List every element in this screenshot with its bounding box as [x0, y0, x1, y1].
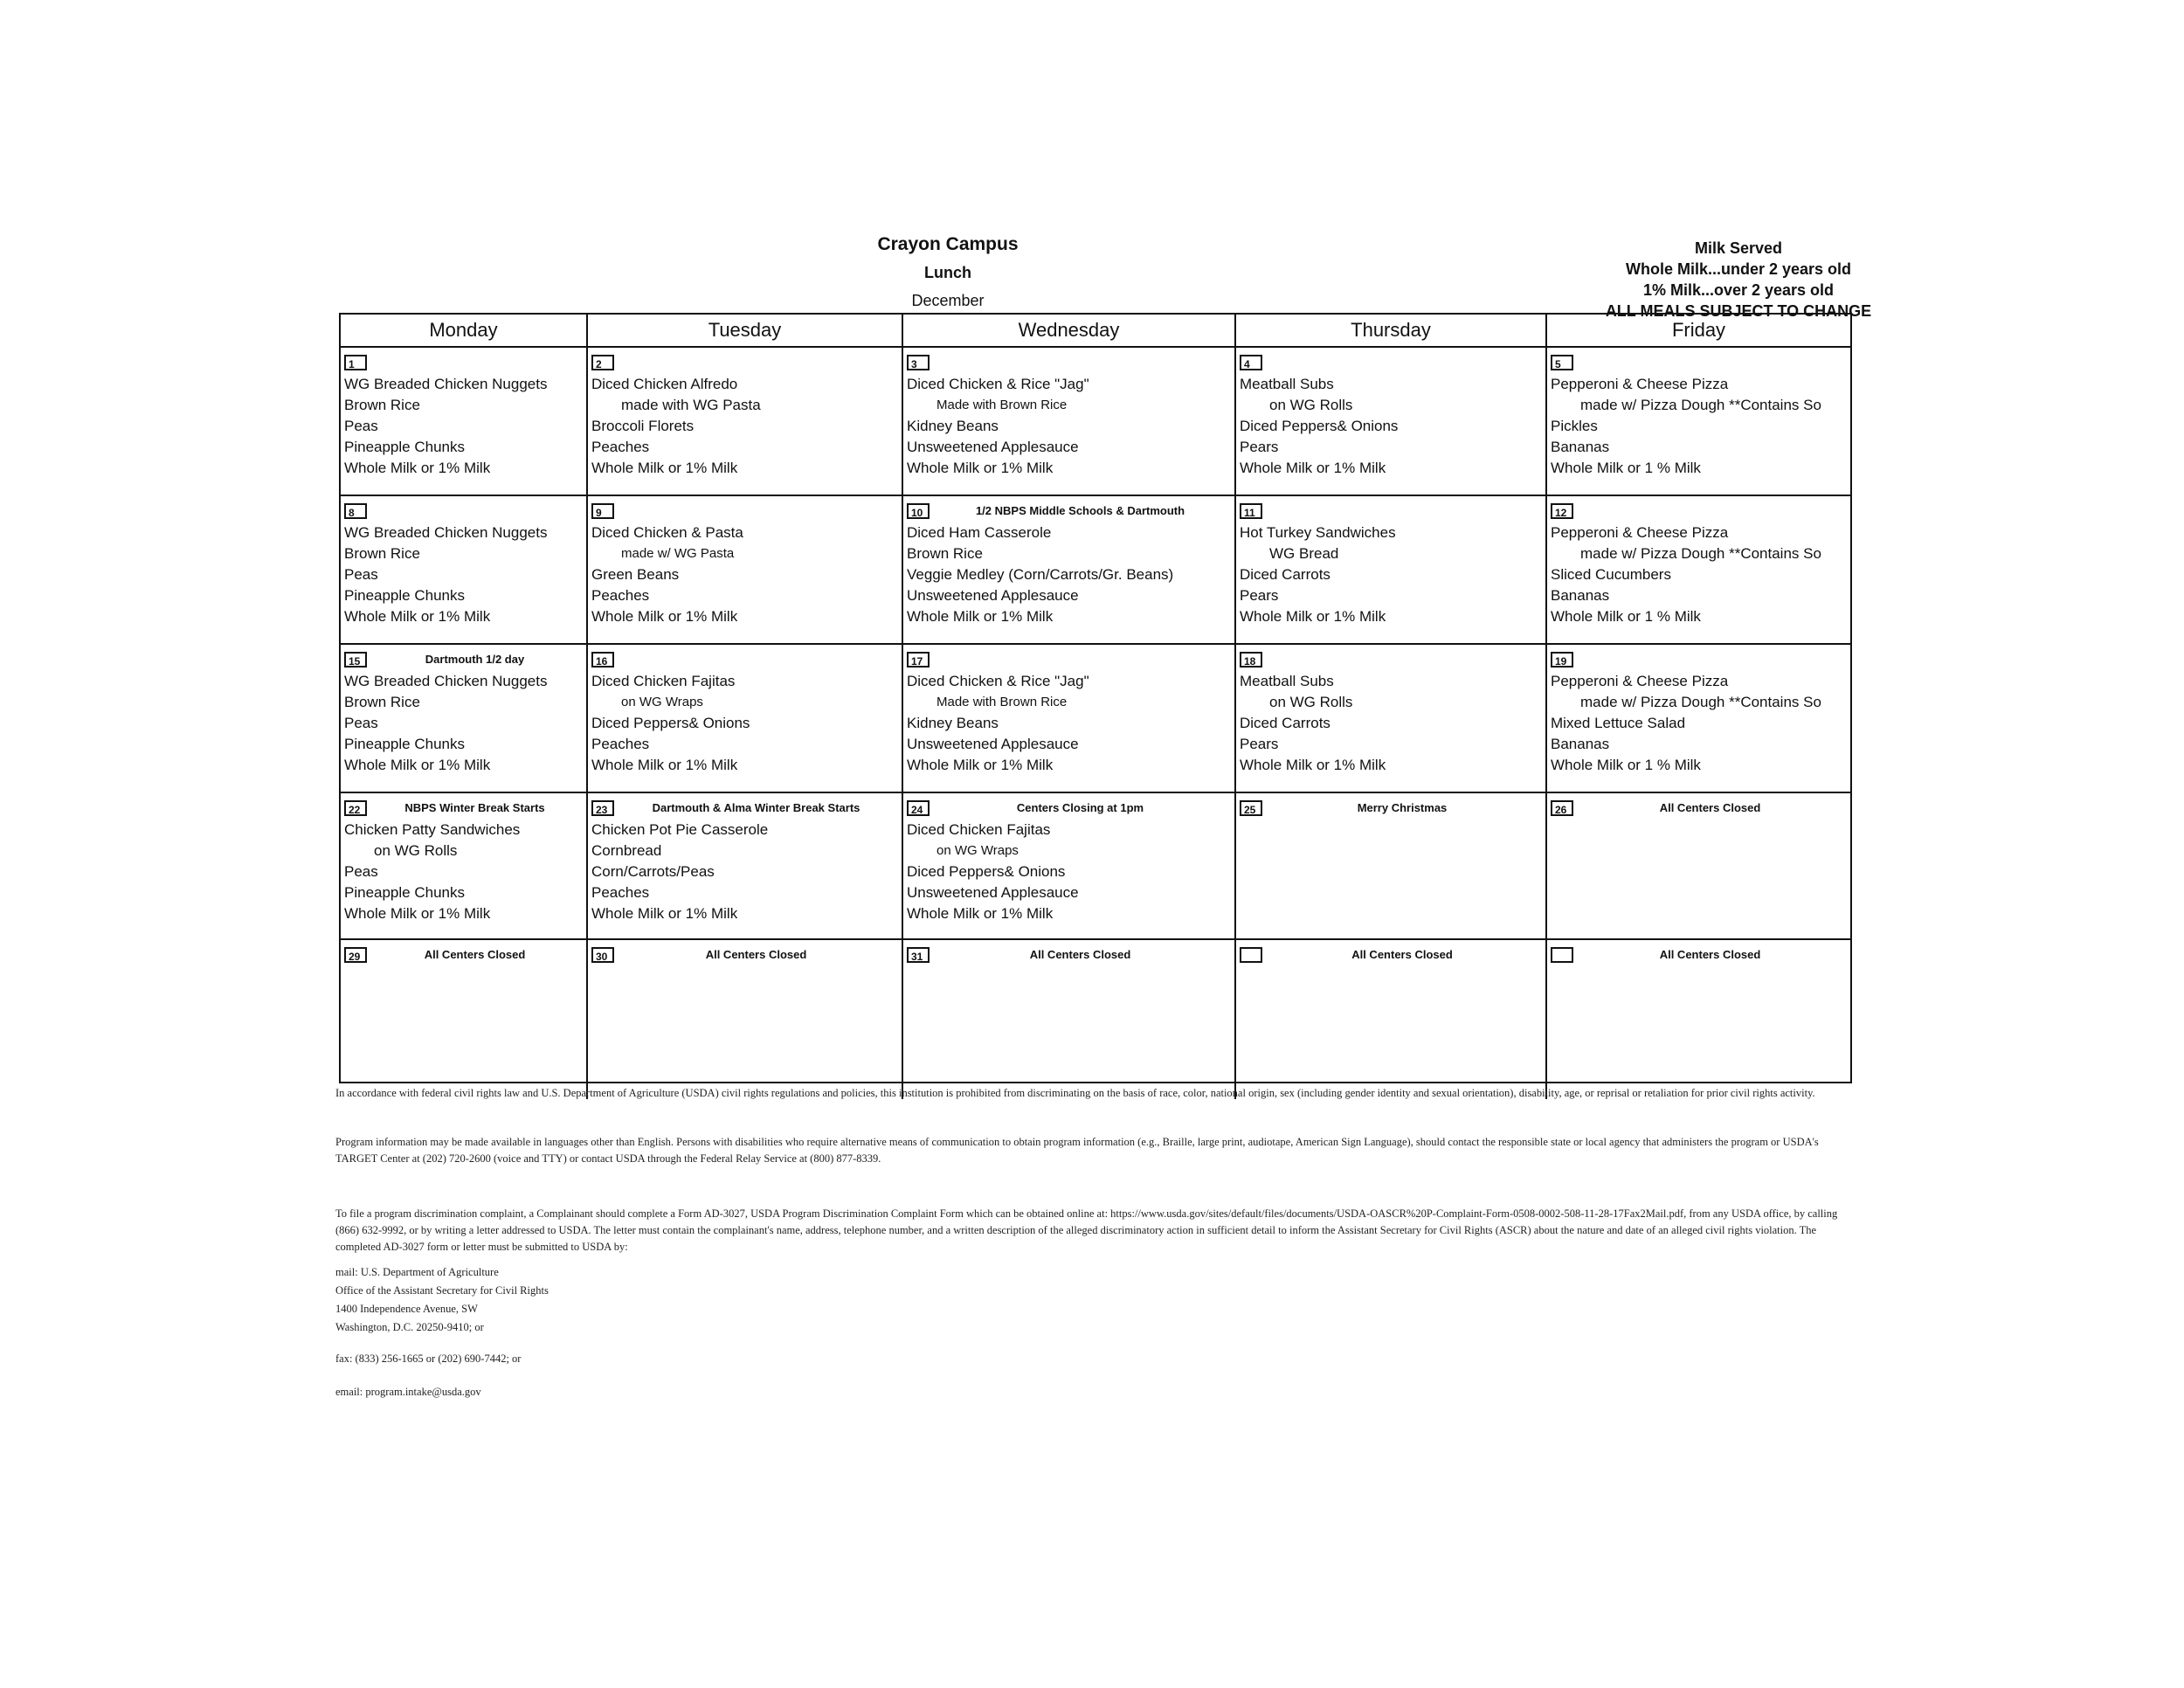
day-cell	[1236, 348, 1547, 496]
day-cell	[1236, 940, 1547, 1099]
menu-item: Whole Milk or 1% Milk	[907, 905, 1054, 922]
day-cell-header	[907, 799, 1231, 818]
day-cell	[341, 645, 588, 793]
day-number: 29	[344, 947, 367, 963]
menu-item: Diced Chicken & Pasta	[591, 524, 743, 541]
day-number: 9	[591, 503, 614, 519]
mail-line: Washington, D.C. 20250-9410; or	[335, 1321, 484, 1333]
day-number: 30	[591, 947, 614, 963]
day-cell-header	[591, 945, 898, 965]
menu-item: Meatball Subs	[1240, 673, 1334, 689]
day-number: 16	[591, 652, 614, 668]
day-cell-header	[907, 502, 1231, 521]
menu-item: Corn/Carrots/Peas	[591, 863, 715, 880]
day-note: Merry Christmas	[1357, 801, 1448, 814]
menu-item: Brown Rice	[344, 545, 420, 562]
menu-item: Unsweetened Applesauce	[907, 736, 1079, 752]
day-cell	[1236, 793, 1547, 940]
menu-item: Whole Milk or 1% Milk	[1240, 608, 1386, 625]
fax-line: fax: (833) 256-1665 or (202) 690-7442; or	[335, 1352, 522, 1365]
menu-item: Whole Milk or 1 % Milk	[1551, 460, 1701, 476]
menu-item: Diced Chicken & Rice "Jag"	[907, 673, 1089, 689]
day-cell-header	[344, 799, 583, 818]
day-header-monday: Monday	[341, 315, 588, 348]
day-cell	[588, 940, 903, 1099]
milk-notice-line: 1% Milk...over 2 years old	[1642, 281, 1835, 299]
menu-item: Bananas	[1551, 587, 1610, 604]
menu-item: Pineapple Chunks	[344, 439, 465, 455]
menu-item: Pears	[1240, 439, 1279, 455]
menu-item: Pickles	[1551, 418, 1598, 434]
menu-item: Pears	[1240, 587, 1279, 604]
day-number: 3	[907, 355, 930, 370]
menu-item: Meatball Subs	[1240, 376, 1334, 392]
day-number: 17	[907, 652, 930, 668]
day-cell-header	[591, 353, 898, 372]
menu-item: Chicken Patty Sandwiches	[344, 821, 521, 838]
day-cell-header	[1551, 945, 1847, 965]
day-cell	[903, 496, 1236, 645]
menu-item: on WG Rolls	[1269, 694, 1353, 710]
day-cell	[1547, 496, 1850, 645]
day-header-wednesday: Wednesday	[903, 315, 1236, 348]
day-cell	[903, 793, 1236, 940]
day-header-friday: Friday	[1547, 315, 1850, 348]
email-line: email: program.intake@usda.gov	[335, 1386, 481, 1398]
menu-item: Made with Brown Rice	[936, 695, 1068, 709]
menu-item: Whole Milk or 1% Milk	[344, 460, 491, 476]
day-number: 23	[591, 800, 614, 816]
day-number: 10	[907, 503, 930, 519]
menu-item: Peaches	[591, 439, 650, 455]
day-cell-header	[591, 650, 898, 669]
menu-item: Unsweetened Applesauce	[907, 884, 1079, 901]
day-note: Dartmouth 1/2 day	[425, 653, 525, 666]
day-cell	[1547, 940, 1850, 1099]
menu-item: Diced Carrots	[1240, 566, 1330, 583]
day-cell	[588, 348, 903, 496]
day-number: 4	[1240, 355, 1262, 370]
meal-label: Lunch	[924, 264, 971, 281]
menu-item: Cornbread	[591, 842, 662, 859]
menu-item: Whole Milk or 1% Milk	[591, 608, 738, 625]
menu-item: on WG Rolls	[1269, 397, 1353, 413]
menu-item: Peaches	[591, 884, 650, 901]
mail-line: 1400 Independence Avenue, SW	[335, 1303, 478, 1315]
menu-item: Whole Milk or 1% Milk	[1240, 460, 1386, 476]
day-header-tuesday: Tuesday	[588, 315, 903, 348]
menu-item: on WG Rolls	[374, 842, 458, 859]
menu-item: Diced Chicken Fajitas	[591, 673, 736, 689]
mail-line: mail: U.S. Department of Agriculture	[335, 1266, 499, 1278]
menu-item: Peas	[344, 715, 378, 731]
menu-item: Diced Ham Casserole	[907, 524, 1052, 541]
day-cell-header	[344, 650, 583, 669]
menu-item: Kidney Beans	[907, 715, 999, 731]
day-note: All Centers Closed	[705, 948, 807, 961]
day-cell-header	[1240, 353, 1542, 372]
menu-item: made w/ WG Pasta	[621, 546, 735, 561]
day-cell-header	[1551, 650, 1847, 669]
menu-item: Diced Carrots	[1240, 715, 1330, 731]
menu-item: Peas	[344, 418, 378, 434]
menu-item: Peaches	[591, 736, 650, 752]
milk-notice-line: Milk Served	[1694, 239, 1783, 257]
day-cell-header	[591, 502, 898, 521]
menu-item: WG Breaded Chicken Nuggets	[344, 524, 548, 541]
menu-item: made w/ Pizza Dough **Contains So	[1580, 397, 1821, 413]
day-cell-header	[907, 353, 1231, 372]
mail-line: Office of the Assistant Secretary for Civil Rights	[335, 1284, 549, 1297]
menu-calendar	[339, 313, 1852, 1083]
menu-item: Broccoli Florets	[591, 418, 695, 434]
menu-item: Pepperoni & Cheese Pizza	[1551, 524, 1729, 541]
day-number: 24	[907, 800, 930, 816]
day-cell-header	[907, 945, 1231, 965]
menu-item: Veggie Medley (Corn/Carrots/Gr. Beans)	[907, 566, 1174, 583]
menu-item: Unsweetened Applesauce	[907, 439, 1079, 455]
menu-item: Made with Brown Rice	[936, 398, 1068, 412]
menu-item: Hot Turkey Sandwiches	[1240, 524, 1396, 541]
menu-item: Diced Chicken Alfredo	[591, 376, 738, 392]
mail-address	[335, 1263, 1847, 1337]
day-note: NBPS Winter Break Starts	[404, 801, 545, 814]
menu-item: Whole Milk or 1% Milk	[591, 757, 738, 773]
menu-item: Whole Milk or 1% Milk	[344, 905, 491, 922]
day-note: All Centers Closed	[424, 948, 526, 961]
day-number: 18	[1240, 652, 1262, 668]
day-cell	[341, 496, 588, 645]
day-cell	[341, 348, 588, 496]
menu-item: Whole Milk or 1% Milk	[907, 608, 1054, 625]
day-cell-header	[344, 945, 583, 965]
menu-item: Whole Milk or 1% Milk	[344, 757, 491, 773]
day-cell	[588, 645, 903, 793]
day-cell	[588, 496, 903, 645]
menu-item: Kidney Beans	[907, 418, 999, 434]
menu-item: Pepperoni & Cheese Pizza	[1551, 376, 1729, 392]
day-number: 11	[1240, 503, 1262, 519]
menu-item: made with WG Pasta	[621, 397, 761, 413]
day-cell	[341, 793, 588, 940]
day-cell	[903, 348, 1236, 496]
menu-item: Diced Chicken Fajitas	[907, 821, 1051, 838]
day-cell	[1547, 645, 1850, 793]
day-number: 25	[1240, 800, 1262, 816]
menu-item: Whole Milk or 1% Milk	[591, 460, 738, 476]
menu-item: Whole Milk or 1 % Milk	[1551, 757, 1701, 773]
menu-item: Brown Rice	[344, 694, 420, 710]
menu-item: Pineapple Chunks	[344, 587, 465, 604]
day-note: All Centers Closed	[1659, 948, 1761, 961]
civil-rights-statement: In accordance with federal civil rights law and U.S. Department of Agriculture (USDA) civil rights regulations and policies, this institution is prohibited from discriminating on the basis of race, color, national origin, sex (including gender identity and sexual orientation), disability, age, or reprisal or retaliation for prior civil rights activity.	[335, 1087, 1815, 1099]
day-cell-header	[1240, 502, 1542, 521]
day-number: 15	[344, 652, 367, 668]
menu-item: Peaches	[591, 587, 650, 604]
day-cell	[903, 940, 1236, 1099]
day-note: All Centers Closed	[1659, 801, 1761, 814]
menu-item: WG Breaded Chicken Nuggets	[344, 376, 548, 392]
menu-item: Whole Milk or 1% Milk	[907, 757, 1054, 773]
menu-item: Whole Milk or 1% Milk	[907, 460, 1054, 476]
day-number: 31	[907, 947, 930, 963]
menu-item: Bananas	[1551, 439, 1610, 455]
day-number	[1551, 947, 1573, 963]
menu-item: Whole Milk or 1 % Milk	[1551, 608, 1701, 625]
menu-item: on WG Wraps	[621, 695, 703, 709]
day-cell	[341, 940, 588, 1099]
menu-item: Diced Peppers& Onions	[1240, 418, 1399, 434]
menu-item: Whole Milk or 1% Milk	[344, 608, 491, 625]
menu-item: Whole Milk or 1% Milk	[1240, 757, 1386, 773]
menu-item: Chicken Pot Pie Casserole	[591, 821, 769, 838]
milk-notice-line: ALL MEALS SUBJECT TO CHANGE	[1605, 302, 1872, 320]
menu-item: Unsweetened Applesauce	[907, 587, 1079, 604]
day-number: 26	[1551, 800, 1573, 816]
day-cell	[1547, 348, 1850, 496]
menu-item: WG Breaded Chicken Nuggets	[344, 673, 548, 689]
day-number	[1240, 947, 1262, 963]
menu-item: Brown Rice	[907, 545, 983, 562]
day-cell-header	[1240, 650, 1542, 669]
day-cell-header	[1551, 799, 1847, 818]
day-number: 5	[1551, 355, 1573, 370]
day-cell	[1236, 496, 1547, 645]
menu-item: Diced Peppers& Onions	[907, 863, 1066, 880]
menu-item: WG Bread	[1269, 545, 1339, 562]
day-number: 12	[1551, 503, 1573, 519]
menu-item: Pears	[1240, 736, 1279, 752]
menu-title: Crayon Campus	[877, 234, 1019, 254]
menu-item: Pineapple Chunks	[344, 736, 465, 752]
day-number: 8	[344, 503, 367, 519]
day-cell	[1547, 793, 1850, 940]
menu-item: Sliced Cucumbers	[1551, 566, 1671, 583]
day-cell	[588, 793, 903, 940]
day-number: 1	[344, 355, 367, 370]
day-cell-header	[907, 650, 1231, 669]
menu-item: on WG Wraps	[936, 843, 1019, 858]
menu-item: Diced Peppers& Onions	[591, 715, 750, 731]
menu-item: Peas	[344, 566, 378, 583]
day-note: All Centers Closed	[1029, 948, 1131, 961]
menu-item: Bananas	[1551, 736, 1610, 752]
milk-notice	[1520, 238, 1957, 322]
day-cell-header	[1240, 945, 1542, 965]
menu-item: Brown Rice	[344, 397, 420, 413]
menu-item: made w/ Pizza Dough **Contains So	[1580, 694, 1821, 710]
day-cell-header	[591, 799, 898, 818]
day-number: 19	[1551, 652, 1573, 668]
menu-item: Diced Chicken & Rice "Jag"	[907, 376, 1089, 392]
day-header-thursday: Thursday	[1236, 315, 1547, 348]
month-label: December	[911, 292, 985, 309]
menu-item: Pineapple Chunks	[344, 884, 465, 901]
day-cell-header	[1240, 799, 1542, 818]
day-number: 22	[344, 800, 367, 816]
day-note: All Centers Closed	[1351, 948, 1453, 961]
menu-item: Peas	[344, 863, 378, 880]
day-note: Centers Closing at 1pm	[1016, 801, 1144, 814]
complaint-instructions: To file a program discrimination complaint, a Complainant should complete a Form AD-3027, USDA Program Discrimination Complaint Form which can be obtained online at: https://www.usda.gov/sites/default/files/documents/USDA-OASCR%20P-Complaint-Form-0508-0002-508-11-28-17Fax2Mail.pdf, from any USDA office, by calling (866) 632-9992, or by writing a letter addressed to USDA. The letter must contain the complainant's name, address, telephone number, and a written description of the alleged discriminatory action in sufficient detail to inform the Assistant Secretary for Civil Rights (ASCR) about the nature and date of an alleged civil rights violation. The completed AD-3027 form or letter must be submitted to USDA by:	[335, 1207, 1838, 1253]
day-cell	[903, 645, 1236, 793]
day-cell-header	[344, 502, 583, 521]
language-access-statement: Program information may be made available in languages other than English. Persons with disabilities who require alternative means of communication to obtain program information (e.g., Braille, large print, audiotape, American Sign Language), should contact the responsible state or local agency that administers the program or USDA's TARGET Center at (202) 720-2600 (voice and TTY) or contact USDA through the Federal Relay Service at (800) 877-8339.	[335, 1136, 1819, 1165]
day-note: Dartmouth & Alma Winter Break Starts	[652, 801, 860, 814]
menu-item: Green Beans	[591, 566, 680, 583]
menu-item: made w/ Pizza Dough **Contains So	[1580, 545, 1821, 562]
day-cell-header	[1551, 353, 1847, 372]
milk-notice-line: Whole Milk...under 2 years old	[1625, 260, 1852, 278]
day-number: 2	[591, 355, 614, 370]
menu-item: Mixed Lettuce Salad	[1551, 715, 1686, 731]
day-cell	[1236, 645, 1547, 793]
menu-item: Pepperoni & Cheese Pizza	[1551, 673, 1729, 689]
day-note: 1/2 NBPS Middle Schools & Dartmouth	[975, 504, 1185, 517]
menu-item: Whole Milk or 1% Milk	[591, 905, 738, 922]
day-cell-header	[1551, 502, 1847, 521]
day-cell-header	[344, 353, 583, 372]
